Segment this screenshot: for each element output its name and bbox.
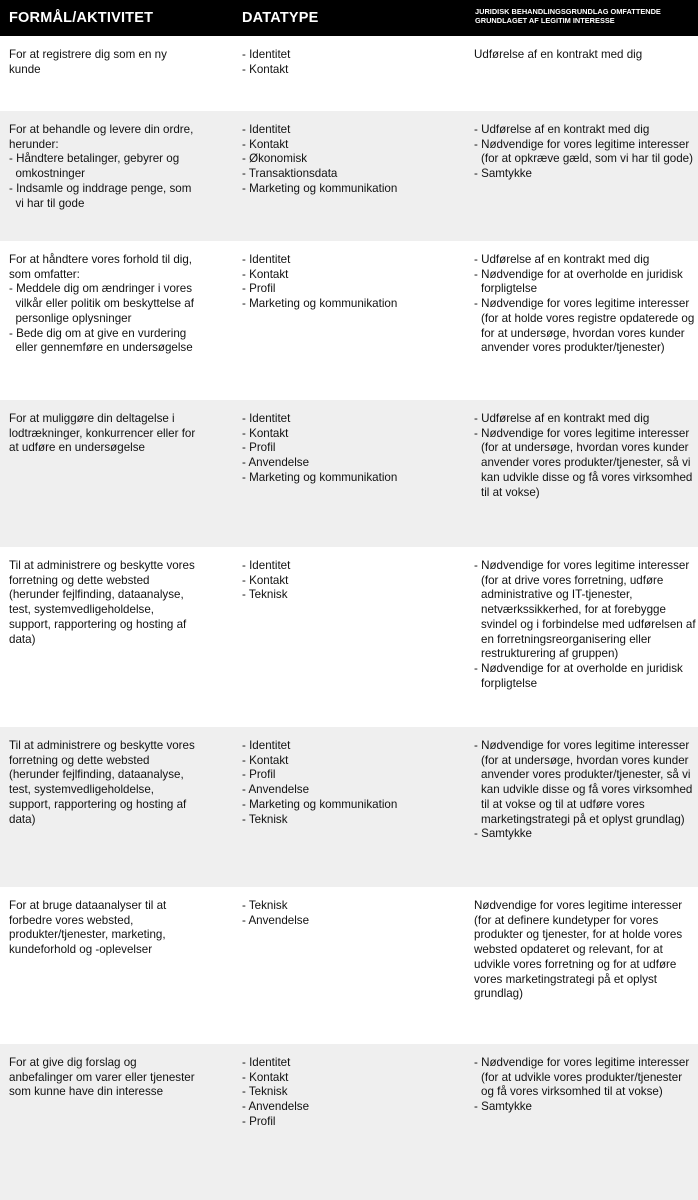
legal-basis-item: - Nødvendige for at overholde en juridisk forpligtelse <box>474 267 683 296</box>
table-row <box>0 241 698 400</box>
purpose-line: forretning og dette websted <box>9 753 150 767</box>
datatype-item: - Identitet <box>242 1056 291 1069</box>
datatype-item: - Økonomisk <box>242 152 308 166</box>
datatype-item: - Anvendelse <box>242 456 310 470</box>
purpose-line: forretning og dette websted <box>9 573 150 587</box>
header-datatype: DATATYPE <box>242 10 319 26</box>
purpose-line: - Bede dig om at give en vurdering <box>9 326 187 340</box>
purpose-line: vi har til gode <box>9 196 85 210</box>
purpose-cell <box>0 241 234 400</box>
datatype-item: - Kontakt <box>242 267 289 281</box>
datatype-item: - Identitet <box>242 412 291 425</box>
purpose-cell <box>0 1044 234 1200</box>
purpose-line: anbefalinger om varer eller tjenester <box>9 1070 195 1084</box>
datatype-cell <box>234 1044 468 1200</box>
datatype-cell <box>234 547 468 727</box>
datatype-item: - Marketing og kommunikation <box>242 297 398 311</box>
datatype-item: - Profil <box>242 768 276 782</box>
datatype-item: - Kontakt <box>242 1070 289 1084</box>
datatype-item: - Teknisk <box>242 1085 288 1099</box>
purpose-line: (herunder fejlfinding, dataanalyse, <box>9 768 184 782</box>
legal-basis-item: Udførelse af en kontrakt med dig <box>474 48 643 61</box>
purpose-line: Til at administrere og beskytte vores <box>9 559 195 572</box>
legal-basis-cell <box>468 36 698 111</box>
legal-basis-item: - Samtykke <box>474 827 532 841</box>
legal-basis-cell <box>468 1044 698 1200</box>
legal-basis-cell <box>468 111 698 241</box>
datatype-item: - Identitet <box>242 253 291 266</box>
purpose-line: For at registrere dig som en ny <box>9 48 167 61</box>
datatype-cell <box>234 241 468 400</box>
purpose-line: som kunne have din interesse <box>9 1085 164 1099</box>
datatype-item: - Teknisk <box>242 899 288 912</box>
legal-basis-cell <box>468 547 698 727</box>
datatype-cell <box>234 400 468 547</box>
header-purpose: FORMÅL/AKTIVITET <box>9 10 154 26</box>
purpose-cell <box>0 400 234 547</box>
legal-basis-item: - Samtykke <box>474 1100 532 1114</box>
purpose-line: support, rapportering og hosting af <box>9 797 187 811</box>
datatype-item: - Anvendelse <box>242 783 310 797</box>
purpose-line: - Meddele dig om ændringer i vores <box>9 282 193 296</box>
legal-basis-item: - Nødvendige for vores legitime interesser (for at opkræve gæld, som vi har til gode) <box>474 137 693 166</box>
purpose-line: kundeforhold og -oplevelser <box>9 943 153 957</box>
datatype-item: - Transaktionsdata <box>242 167 338 181</box>
purpose-line: at udføre en undersøgelse <box>9 441 145 455</box>
legal-basis-item: - Nødvendige for vores legitime interesser (for at holde vores registre opdaterede og for at undersøge, hvordan vores kunder anvender vores produkter/tjenester) <box>474 297 695 355</box>
purpose-cell <box>0 887 234 1044</box>
datatype-item: - Anvendelse <box>242 913 310 927</box>
purpose-cell <box>0 111 234 241</box>
legal-basis-item: - Udførelse af en kontrakt med dig <box>474 412 650 425</box>
datatype-cell <box>234 36 468 111</box>
legal-basis-item: - Samtykke <box>474 167 532 181</box>
purpose-line: test, systemvedligeholdelse, <box>9 783 154 797</box>
datatype-item: - Kontakt <box>242 426 289 440</box>
table-row <box>0 1044 698 1200</box>
purpose-line: omkostninger <box>9 167 86 181</box>
legal-basis-item: - Nødvendige for vores legitime interesser (for at udvikle vores produkter/tjenester og få vores virksomhed til at vokse) <box>474 1056 690 1099</box>
table-row <box>0 36 698 111</box>
purpose-line: test, systemvedligeholdelse, <box>9 603 154 617</box>
purpose-line: som omfatter: <box>9 267 80 281</box>
datatype-item: - Kontakt <box>242 753 289 767</box>
datatype-item: - Identitet <box>242 123 291 136</box>
datatype-item: - Profil <box>242 441 276 455</box>
legal-basis-cell <box>468 241 698 400</box>
datatype-item: - Kontakt <box>242 137 289 151</box>
legal-basis-item: Nødvendige for vores legitime interesser (for at definere kundetyper for vores produkter og tjenester, for at holde vores websted opdateret og relevant, for at udvikle vores forretning og for at udføre vores marketingstrategi på et oplyst grundlag) <box>474 899 683 1001</box>
purpose-line: For at give dig forslag og <box>9 1056 137 1069</box>
table-row <box>0 727 698 887</box>
purpose-line: herunder: <box>9 137 59 151</box>
legal-basis-cell <box>468 727 698 887</box>
legal-basis-cell <box>468 887 698 1044</box>
purpose-line: data) <box>9 812 36 826</box>
table-row <box>0 111 698 241</box>
legal-basis-item: - Nødvendige for vores legitime interesser (for at undersøge, hvordan vores kunder anvender vores produkter/tjenester, så vi kan udvikle disse og få vores virksomhed til at vokse og til at udføre vores marketingstrategi på et oplyst grundlag) <box>474 739 693 826</box>
purpose-line: personlige oplysninger <box>9 311 132 325</box>
datatype-item: - Profil <box>242 1114 276 1128</box>
legal-basis-item: - Nødvendige for at overholde en juridisk forpligtelse <box>474 661 683 690</box>
purpose-cell <box>0 547 234 727</box>
datatype-item: - Profil <box>242 282 276 296</box>
datatype-item: - Marketing og kommunikation <box>242 470 398 484</box>
purpose-line: forbedre vores websted, <box>9 913 134 927</box>
purpose-line: lodtrækninger, konkurrencer eller for <box>9 426 196 440</box>
table-row <box>0 547 698 727</box>
purpose-cell <box>0 36 234 111</box>
purpose-line: vilkår eller politik om beskyttelse af <box>9 297 194 311</box>
legal-basis-item: - Udførelse af en kontrakt med dig <box>474 123 650 136</box>
purpose-cell <box>0 727 234 887</box>
legal-basis-item: - Udførelse af en kontrakt med dig <box>474 253 650 266</box>
datatype-item: - Identitet <box>242 739 291 752</box>
datatype-item: - Anvendelse <box>242 1100 310 1114</box>
header-legal-basis: JURIDISK BEHANDLINGSGRUNDLAG OMFATTENDE GRUNDLAGET AF LEGITIM INTERESSE <box>475 7 661 25</box>
purpose-line: support, rapportering og hosting af <box>9 617 187 631</box>
purpose-line: For at behandle og levere din ordre, <box>9 123 194 136</box>
datatype-item: - Identitet <box>242 48 291 61</box>
purpose-line: Til at administrere og beskytte vores <box>9 739 195 752</box>
datatype-item: - Identitet <box>242 559 291 572</box>
purpose-line: For at muliggøre din deltagelse i <box>9 412 175 425</box>
table-header <box>0 0 698 36</box>
legal-basis-cell <box>468 400 698 547</box>
datatype-item: - Kontakt <box>242 62 289 76</box>
legal-basis-item: - Nødvendige for vores legitime interesser (for at drive vores forretning, udføre administrative og IT-tjenester, netværkssikkerhed, for at forebygge svindel og i forbindelse med udførelsen af en forretningsreorganisering eller restrukturering af gruppen) <box>474 559 696 661</box>
legal-basis-item: - Nødvendige for vores legitime interesser (for at undersøge, hvordan vores kunder anvender vores produkter/tjenester, så vi kan udvikle disse og få vores virksomhed til at vokse) <box>474 426 693 499</box>
purpose-line: For at håndtere vores forhold til dig, <box>9 253 193 266</box>
purpose-line: data) <box>9 632 36 646</box>
purpose-line: kunde <box>9 62 41 76</box>
purpose-line: For at bruge dataanalyser til at <box>9 899 167 912</box>
datatype-item: - Marketing og kommunikation <box>242 181 398 195</box>
table-body <box>0 36 698 1200</box>
datatype-item: - Marketing og kommunikation <box>242 797 398 811</box>
purpose-line: - Indsamle og inddrage penge, som <box>9 181 192 195</box>
purpose-line: produkter/tjenester, marketing, <box>9 928 166 942</box>
datatype-cell <box>234 111 468 241</box>
datatype-item: - Kontakt <box>242 573 289 587</box>
table-row <box>0 887 698 1044</box>
datatype-cell <box>234 727 468 887</box>
datatype-item: - Teknisk <box>242 588 288 602</box>
purpose-line: (herunder fejlfinding, dataanalyse, <box>9 588 184 602</box>
purpose-line: - Håndtere betalinger, gebyrer og <box>9 152 180 166</box>
purpose-line: eller gennemføre en undersøgelse <box>9 341 193 355</box>
table-row <box>0 400 698 547</box>
datatype-item: - Teknisk <box>242 812 288 826</box>
datatype-cell <box>234 887 468 1044</box>
